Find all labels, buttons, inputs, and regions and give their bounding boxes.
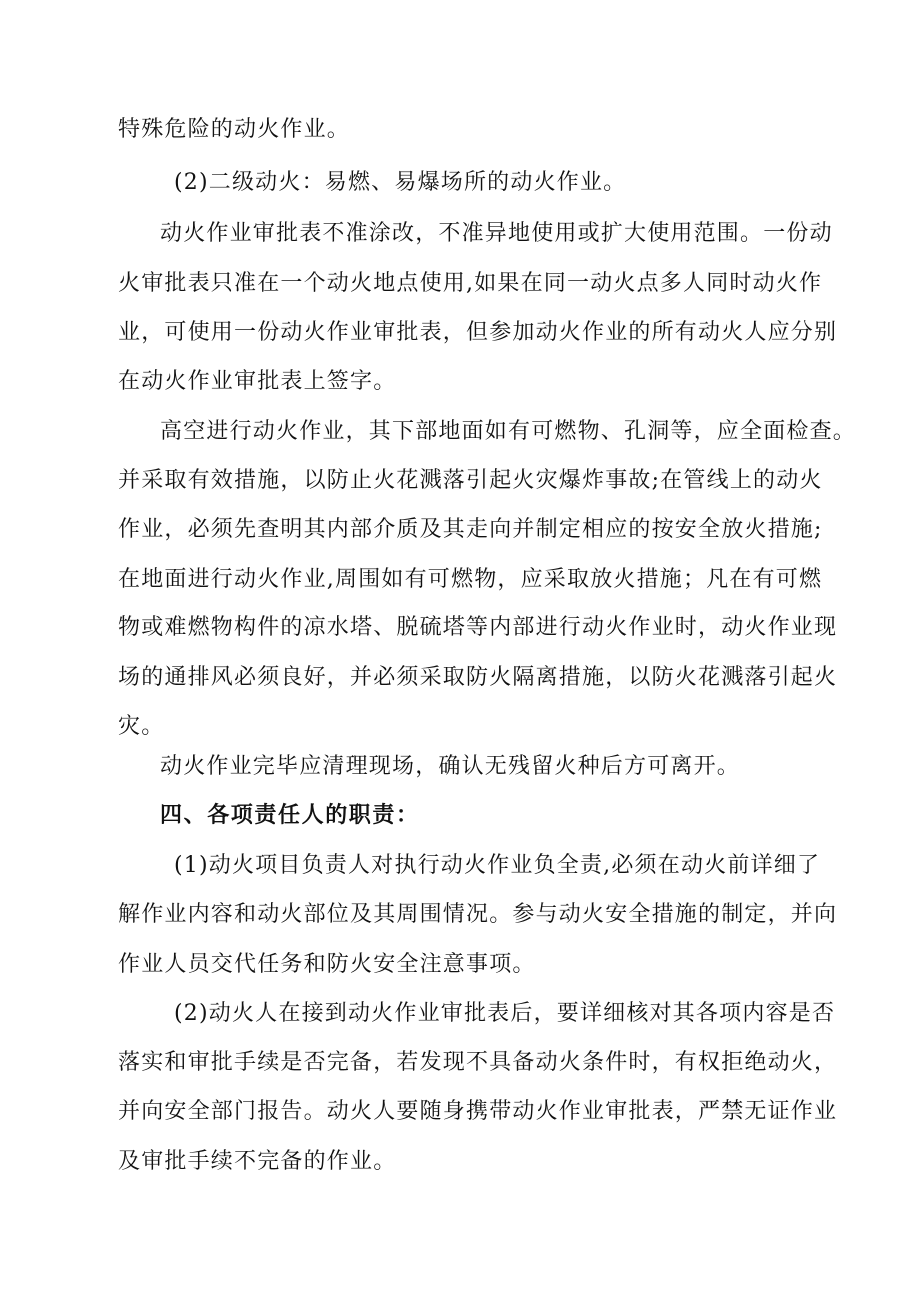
paragraph-line: 解作业内容和动火部位及其周围情况。参与动火安全措施的制定，并向 xyxy=(118,902,838,927)
paragraph-line: 灾。 xyxy=(118,714,165,739)
paragraph-line: 在地面进行动火作业,周围如有可燃物，应采取放火措施；凡在有可燃 xyxy=(118,567,823,592)
paragraph-line: 场的通排风必须良好，并必须采取防火隔离措施，以防火花溅落引起火 xyxy=(118,665,838,690)
paragraph-line: 并向安全部门报告。动火人要随身携带动火作业审批表，严禁无证作业 xyxy=(118,1099,838,1124)
paragraph-line: 在动火作业审批表上签字。 xyxy=(118,369,397,394)
paragraph-line: (2)二级动火：易燃、易爆场所的动火作业。 xyxy=(174,170,627,195)
paragraph-line: 火审批表只准在一个动火地点使用,如果在同一动火点多人同时动火作 xyxy=(118,271,823,296)
paragraph-line: 高空进行动火作业，其下部地面如有可燃物、孔洞等，应全面检查。 xyxy=(160,419,857,444)
paragraph-line: 业，可使用一份动火作业审批表，但参加动火作业的所有动火人应分别 xyxy=(118,320,838,345)
paragraph-line: 特殊危险的动火作业。 xyxy=(118,117,351,142)
section-heading: 四、各项责任人的职责： xyxy=(160,803,420,828)
paragraph-line: 及审批手续不完备的作业。 xyxy=(118,1149,397,1174)
paragraph-line: 并采取有效措施，以防止火花溅落引起火灾爆炸事故;在管线上的动火 xyxy=(118,468,823,493)
paragraph-line: (2)动火人在接到动火作业审批表后，要详细核对其各项内容是否 xyxy=(174,1001,836,1026)
paragraph-line: 作业，必须先查明其内部介质及其走向并制定相应的按安全放火措施; xyxy=(118,517,823,542)
paragraph-line: (1)动火项目负责人对执行动火作业负全责,必须在动火前详细了 xyxy=(174,853,821,878)
paragraph-line: 动火作业审批表不准涂改，不准异地使用或扩大使用范围。一份动 xyxy=(160,221,833,246)
paragraph-line: 落实和审批手续是否完备，若发现不具备动火条件时，有权拒绝动火， xyxy=(118,1050,838,1075)
paragraph-line: 作业人员交代任务和防火安全注意事项。 xyxy=(118,952,536,977)
paragraph-line: 动火作业完毕应清理现场，确认无残留火种后方可离开。 xyxy=(160,754,741,779)
paragraph-line: 物或难燃物构件的凉水塔、脱硫塔等内部进行动火作业时，动火作业现 xyxy=(118,615,838,640)
